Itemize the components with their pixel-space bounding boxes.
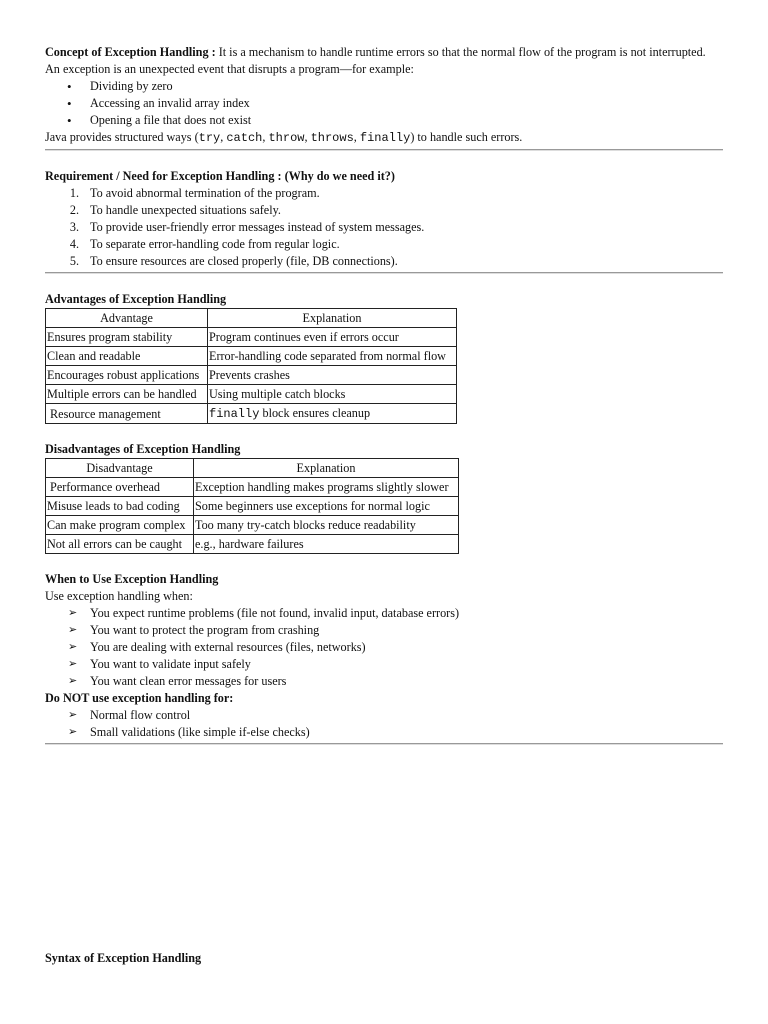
- column-header: Disadvantage: [46, 459, 194, 478]
- item-text: You want to protect the program from crashing: [90, 623, 320, 637]
- table-cell: Using multiple catch blocks: [208, 385, 457, 404]
- table-cell: Can make program complex: [46, 516, 194, 535]
- table-row: [46, 497, 459, 516]
- keyword-try: try: [198, 131, 221, 145]
- list-item: [45, 639, 723, 656]
- table-row: [46, 535, 459, 554]
- disadvantages-heading: Disadvantages of Exception Handling: [45, 442, 241, 456]
- item-text: To provide user-friendly error messages instead of system messages.: [90, 220, 425, 234]
- separator: ,: [262, 130, 269, 144]
- item-text: To ensure resources are closed properly (file, DB connections).: [90, 254, 398, 268]
- table-row: [46, 328, 457, 347]
- list-item: [45, 185, 723, 202]
- arrowhead-bullet-icon: ➢: [68, 709, 78, 721]
- item-text: You want clean error messages for users: [90, 674, 287, 688]
- table-cell: Exception handling makes programs slightly slower: [194, 478, 459, 497]
- list-item: • Dividing by zero: [45, 78, 723, 95]
- list-item: • Accessing an invalid array index: [45, 95, 723, 112]
- table-row: [46, 516, 459, 535]
- keyword-catch: catch: [226, 131, 263, 145]
- document-page: [45, 44, 723, 745]
- item-text: You are dealing with external resources (files, networks): [90, 640, 366, 654]
- when-list: [45, 605, 723, 690]
- list-item: [45, 622, 723, 639]
- item-text: Small validations (like simple if-else checks): [90, 725, 310, 739]
- item-text: Normal flow control: [90, 708, 191, 722]
- arrowhead-bullet-icon: ➢: [68, 658, 78, 670]
- list-item: [45, 202, 723, 219]
- table-cell: Ensures program stability: [46, 328, 208, 347]
- table-cell: Prevents crashes: [208, 366, 457, 385]
- table-row: [46, 366, 457, 385]
- when-heading: When to Use Exception Handling: [45, 572, 219, 586]
- item-text: You want to validate input safely: [90, 657, 251, 671]
- table-row: [46, 478, 459, 497]
- table-cell: Multiple errors can be handled: [46, 385, 208, 404]
- arrowhead-bullet-icon: ➢: [68, 726, 78, 738]
- item-number: 2.: [69, 203, 79, 217]
- section-divider: [45, 743, 723, 745]
- table-row: [46, 385, 457, 404]
- separator: ,: [304, 130, 311, 144]
- arrowhead-bullet-icon: ➢: [68, 675, 78, 687]
- list-item: • Opening a file that does not exist: [45, 112, 723, 129]
- when-section: [45, 571, 723, 745]
- list-item: [45, 673, 723, 690]
- not-heading: Do NOT use exception handling for:: [45, 691, 234, 705]
- need-list: [45, 185, 723, 270]
- item-text: To avoid abnormal termination of the program.: [90, 186, 320, 200]
- keyword-throws: throws: [310, 131, 354, 145]
- table-cell: Clean and readable: [46, 347, 208, 366]
- arrowhead-bullet-icon: ➢: [68, 607, 78, 619]
- list-item: [45, 707, 723, 724]
- table-cell: Misuse leads to bad coding: [46, 497, 194, 516]
- concept-heading: Concept of Exception Handling :: [45, 45, 216, 59]
- list-item: [45, 724, 723, 741]
- table-row: [46, 404, 457, 424]
- table-header-row: [46, 309, 457, 328]
- list-item: [45, 219, 723, 236]
- examples-list: [45, 78, 723, 129]
- java-keywords-line: [45, 129, 723, 147]
- column-header: Advantage: [46, 309, 208, 328]
- table-cell: Program continues even if errors occur: [208, 328, 457, 347]
- table-cell: Some beginners use exceptions for normal logic: [194, 497, 459, 516]
- list-item: [45, 253, 723, 270]
- java-line-prefix: Java provides structured ways (: [45, 130, 199, 144]
- advantages-table: [45, 308, 457, 424]
- table-cell: [208, 404, 457, 424]
- keyword-finally: finally: [209, 407, 260, 421]
- separator: ,: [353, 130, 360, 144]
- when-intro: Use exception handling when:: [45, 589, 193, 603]
- section-divider: [45, 149, 723, 151]
- table-cell: e.g., hardware failures: [194, 535, 459, 554]
- list-item: [45, 236, 723, 253]
- advantages-heading: Advantages of Exception Handling: [45, 292, 227, 306]
- column-header: Explanation: [208, 309, 457, 328]
- table-row: [46, 347, 457, 366]
- column-header: Explanation: [194, 459, 459, 478]
- arrowhead-bullet-icon: ➢: [68, 624, 78, 636]
- need-heading: Requirement / Need for Exception Handling : (Why do we need it?): [45, 169, 395, 183]
- table-cell: Too many try-catch blocks reduce readability: [194, 516, 459, 535]
- arrowhead-bullet-icon: ➢: [68, 641, 78, 653]
- concept-section: [45, 44, 723, 151]
- syntax-heading: Syntax of Exception Handling: [45, 951, 202, 965]
- item-number: 5.: [69, 254, 79, 268]
- item-text: To separate error-handling code from regular logic.: [90, 237, 340, 251]
- need-section: [45, 168, 723, 274]
- concept-intro: An exception is an unexpected event that disrupts a program—for example:: [45, 62, 414, 76]
- cell-text: block ensures cleanup: [259, 406, 371, 420]
- item-number: 4.: [69, 237, 79, 251]
- advantages-section: [45, 291, 723, 424]
- table-header-row: [46, 459, 459, 478]
- item-number: 3.: [69, 220, 79, 234]
- disadvantages-section: [45, 441, 723, 554]
- keyword-finally: finally: [359, 131, 411, 145]
- concept-paragraph: [45, 44, 723, 61]
- not-list: [45, 707, 723, 741]
- keyword-throw: throw: [268, 131, 305, 145]
- list-item: [45, 605, 723, 622]
- concept-text: It is a mechanism to handle runtime errors so that the normal flow of the program is not interrupted.: [215, 45, 706, 59]
- table-cell: Performance overhead: [46, 478, 194, 497]
- item-number: 1.: [69, 186, 79, 200]
- item-text: To handle unexpected situations safely.: [90, 203, 281, 217]
- table-cell: Error-handling code separated from normal flow: [208, 347, 457, 366]
- java-line-suffix: ) to handle such errors.: [410, 130, 523, 144]
- list-item: [45, 656, 723, 673]
- item-text: You expect runtime problems (file not found, invalid input, database errors): [90, 606, 460, 620]
- table-cell: Not all errors can be caught: [46, 535, 194, 554]
- disadvantages-table: [45, 458, 459, 554]
- separator: ,: [220, 130, 227, 144]
- table-cell: Resource management: [46, 404, 208, 424]
- section-divider: [45, 272, 723, 274]
- table-cell: Encourages robust applications: [46, 366, 208, 385]
